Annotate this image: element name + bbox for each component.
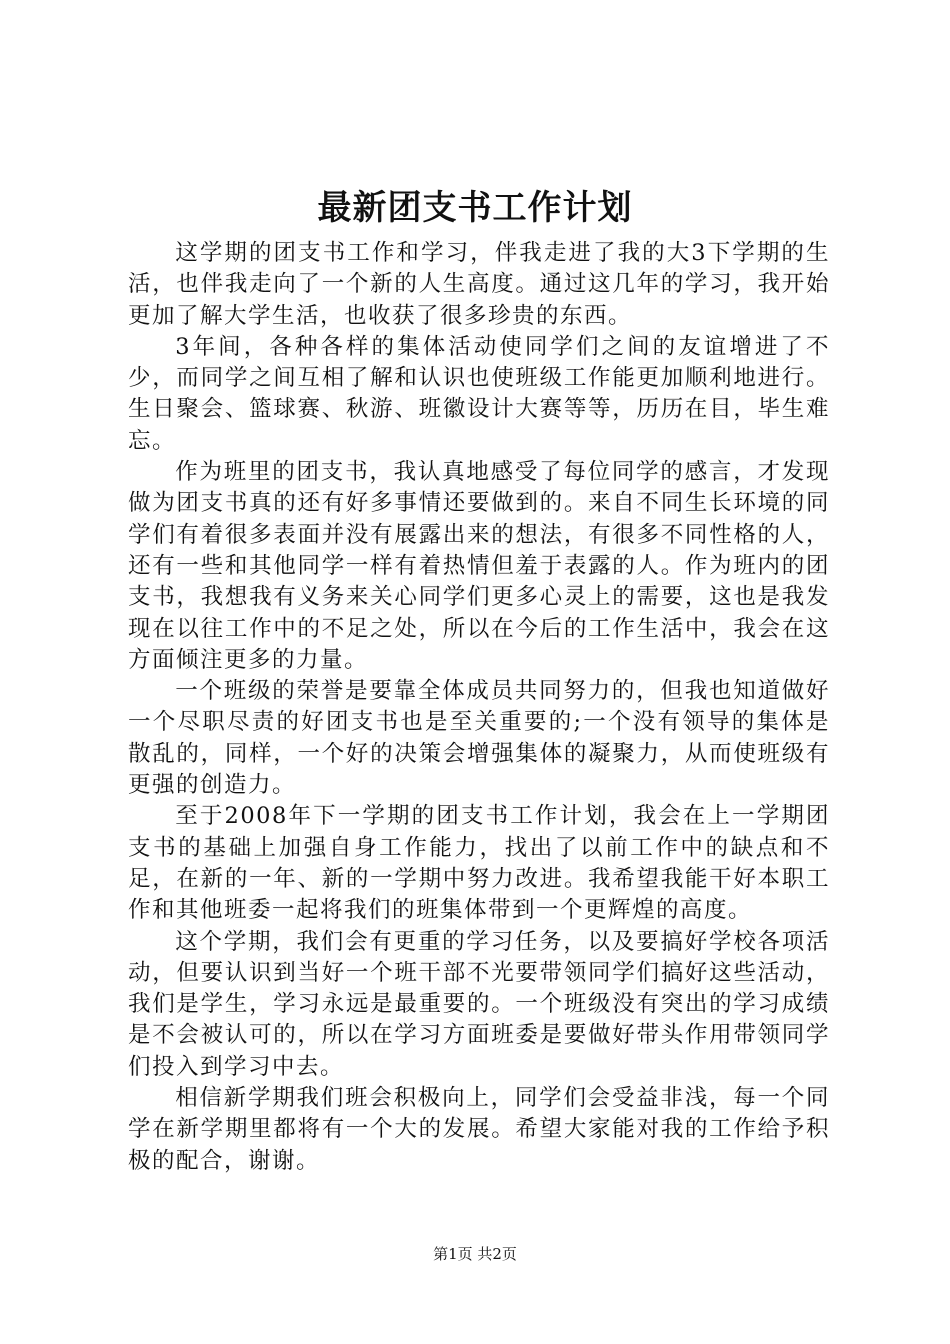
paragraph: 作为班里的团支书，我认真地感受了每位同学的感言，才发现做为团支书真的还有好多事情还要做到的。来自不同生长环境的同学们有着很多表面并没有展露出来的想法，有很多不同性格的人，还有一些和其他同学一样有着热情但羞于表露的人。作为班内的团支书，我想我有义务来关心同学们更多心灵上的需要，这也是我发现在以往工作中的不足之处，所以在今后的工作生活中，我会在这方面倾注更多的力量。 [128, 459, 830, 673]
page-number-footer: 第1页 共2页 [433, 1245, 517, 1263]
document-title: 最新团支书工作计划 [317, 188, 633, 228]
document-body [128, 238, 830, 1177]
paragraph: 这学期的团支书工作和学习，伴我走进了我的大3下学期的生活，也伴我走向了一个新的人生高度。通过这几年的学习，我开始更加了解大学生活，也收获了很多珍贵的东西。 [128, 240, 830, 329]
paragraph: 这个学期，我们会有更重的学习任务，以及要搞好学校各项活动，但要认识到当好一个班干部不光要带领同学们搞好这些活动，我们是学生，学习永远是最重要的。一个班级没有突出的学习成绩是不会被认可的，所以在学习方面班委是要做好带头作用带领同学们投入到学习中去。 [128, 928, 830, 1080]
paragraph: 一个班级的荣誉是要靠全体成员共同努力的，但我也知道做好一个尽职尽责的好团支书也是至关重要的;一个没有领导的集体是散乱的，同样，一个好的决策会增强集体的凝聚力，从而使班级有更强的创造力。 [128, 678, 830, 799]
paragraph: 相信新学期我们班会积极向上，同学们会受益非浅，每一个同学在新学期里都将有一个大的发展。希望大家能对我的工作给予积极的配合，谢谢。 [128, 1085, 830, 1174]
paragraph: 3年间，各种各样的集体活动使同学们之间的友谊增进了不少，而同学之间互相了解和认识也使班级工作能更加顺利地进行。生日聚会、篮球赛、秋游、班徽设计大赛等等，历历在目，毕生难忘。 [128, 333, 830, 454]
paragraph: 至于2008年下一学期的团支书工作计划，我会在上一学期团支书的基础上加强自身工作能力，找出了以前工作中的缺点和不足，在新的一年、新的一学期中努力改进。我希望我能干好本职工作和其他班委一起将我们的班集体带到一个更辉煌的高度。 [128, 803, 830, 924]
